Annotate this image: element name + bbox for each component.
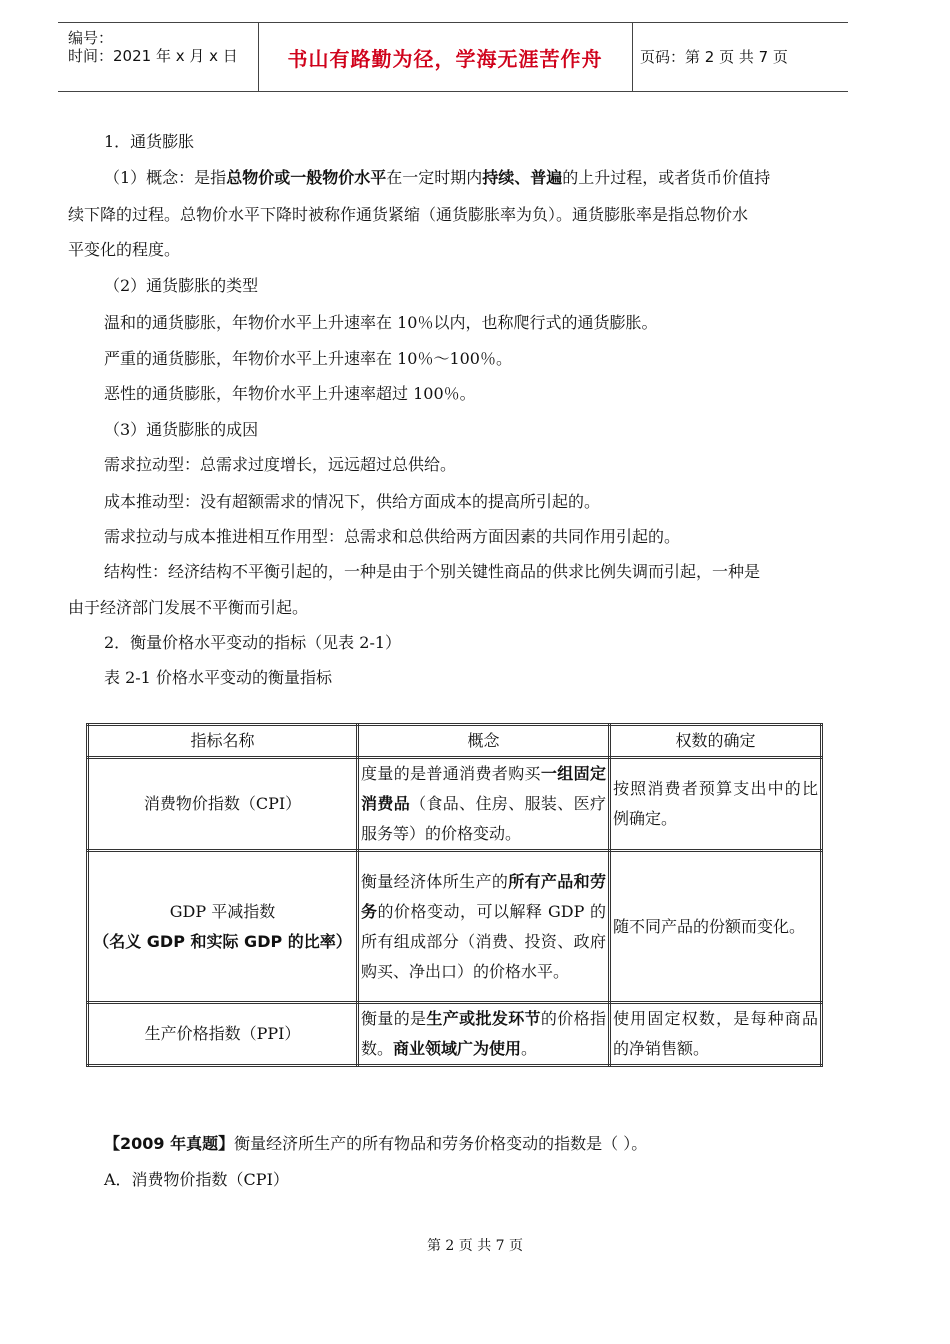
cause-structural-2: 由于经济部门发展不平衡而引起。	[68, 598, 309, 617]
header-cell: 概念	[358, 725, 610, 758]
section-2-title: 2．衡量价格水平变动的指标（见表 2-1）	[104, 633, 402, 652]
table-row	[88, 851, 822, 1003]
cause-structural-1: 结构性：经济结构不平衡引起的，一种是由于个别关键性商品的供求比例失调而引起，一种是	[104, 562, 761, 581]
causes-heading: （3）通货膨胀的成因	[104, 420, 259, 439]
table-row	[88, 758, 822, 851]
table-caption: 表 2-1 价格水平变动的衡量指标	[104, 668, 332, 687]
cause-cost: 成本推动型：没有超额需求的情况下，供给方面成本的提高所引起的。	[104, 492, 601, 511]
concept-bold: 一组固定消费品	[361, 764, 606, 813]
index-weight: 使用固定权数，是每种商品的净销售额。	[610, 1003, 822, 1066]
types-heading: （2）通货膨胀的类型	[104, 276, 259, 295]
concept-line-2: 续下降的过程。总物价水平下降时被称作通货紧缩（通货膨胀率为负）。通货膨胀率是指总物价水	[68, 205, 749, 224]
cause-mixed: 需求拉动与成本推进相互作用型：总需求和总供给两方面因素的共同作用引起的。	[104, 527, 681, 546]
section-1-title: 1．通货膨胀	[104, 132, 195, 151]
price-index-table	[86, 723, 823, 1067]
question-tag: 【2009 年真题】	[104, 1134, 235, 1153]
question-text: 衡量经济所生产的所有物品和劳务价格变动的指数是（ ）。	[234, 1134, 648, 1153]
concept-part: 的价格变动，可以解释 GDP 的所有组成部分（消费、投资、政府购买、净出口）的价格水平。	[361, 901, 606, 981]
type-mild: 温和的通货膨胀，年物价水平上升速率在 10％以内，也称爬行式的通货膨胀。	[104, 313, 658, 332]
option-a: A．消费物价指数（CPI）	[104, 1170, 289, 1189]
page-footer: 第 2 页 共 7 页	[426, 1238, 524, 1254]
concept-part: 。	[521, 1039, 538, 1058]
concept-bold: 总物价或一般物价水平	[226, 168, 387, 187]
motto: 书山有路勤为径，学海无涯苦作舟	[287, 46, 603, 71]
page-label: 页码：第 2 页 共 7 页	[640, 48, 788, 66]
concept-text: 在一定时期内	[386, 168, 483, 187]
header-page-cell	[632, 23, 848, 91]
index-name: 生产价格指数（PPI）	[88, 1003, 358, 1066]
number-label: 编号：	[68, 29, 114, 47]
concept-part: 的价格指数。	[361, 1009, 606, 1058]
index-name-sub	[91, 927, 354, 957]
index-concept	[358, 758, 610, 851]
concept-bold: 所有产品和劳务	[361, 871, 606, 921]
index-concept	[358, 1003, 610, 1066]
concept-bold: 生产或批发环节	[426, 1009, 541, 1028]
index-name-line: GDP 平减指数	[169, 901, 276, 921]
header-cell: 权数的确定	[610, 725, 822, 758]
index-weight: 随不同产品的份额而变化。	[610, 851, 822, 1003]
concept-part: 度量的是普通消费者购买	[361, 764, 541, 783]
concept-part: 衡量经济体所生产的	[361, 871, 509, 891]
header-info-cell	[58, 23, 259, 91]
table-row	[88, 1003, 822, 1066]
concept-part: （食品、住房、服装、医疗服务等）的价格变动。	[361, 794, 606, 843]
header-motto-cell	[258, 23, 633, 91]
page-header	[58, 22, 848, 92]
concept-line-3: 平变化的程度。	[68, 240, 181, 259]
index-name-bold: （名义 GDP 和实际 GDP 的比率）	[93, 931, 352, 951]
index-name: 消费物价指数（CPI）	[88, 758, 358, 851]
concept-line-1	[104, 160, 770, 196]
cause-demand: 需求拉动型：总需求过度增长，远远超过总供给。	[104, 455, 457, 474]
index-name	[88, 851, 358, 1003]
index-weight: 按照消费者预算支出中的比例确定。	[610, 758, 822, 851]
concept-text: （1）概念：是指	[104, 168, 227, 187]
table-header-row	[88, 725, 822, 758]
header-cell: 指标名称	[88, 725, 358, 758]
concept-bold: 持续、普遍	[482, 168, 563, 187]
index-concept	[358, 851, 610, 1003]
concept-text: 的上升过程，或者货币价值持	[562, 168, 771, 187]
concept-bold: 商业领域广为使用	[393, 1039, 522, 1058]
concept-part: 衡量的是	[361, 1009, 427, 1028]
time-label: 时间：2021 年 x 月 x 日	[68, 47, 238, 65]
exam-question	[104, 1126, 647, 1162]
type-hyper: 恶性的通货膨胀，年物价水平上升速率超过 100％。	[104, 384, 476, 403]
type-severe: 严重的通货膨胀，年物价水平上升速率在 10％～100％。	[104, 349, 512, 368]
